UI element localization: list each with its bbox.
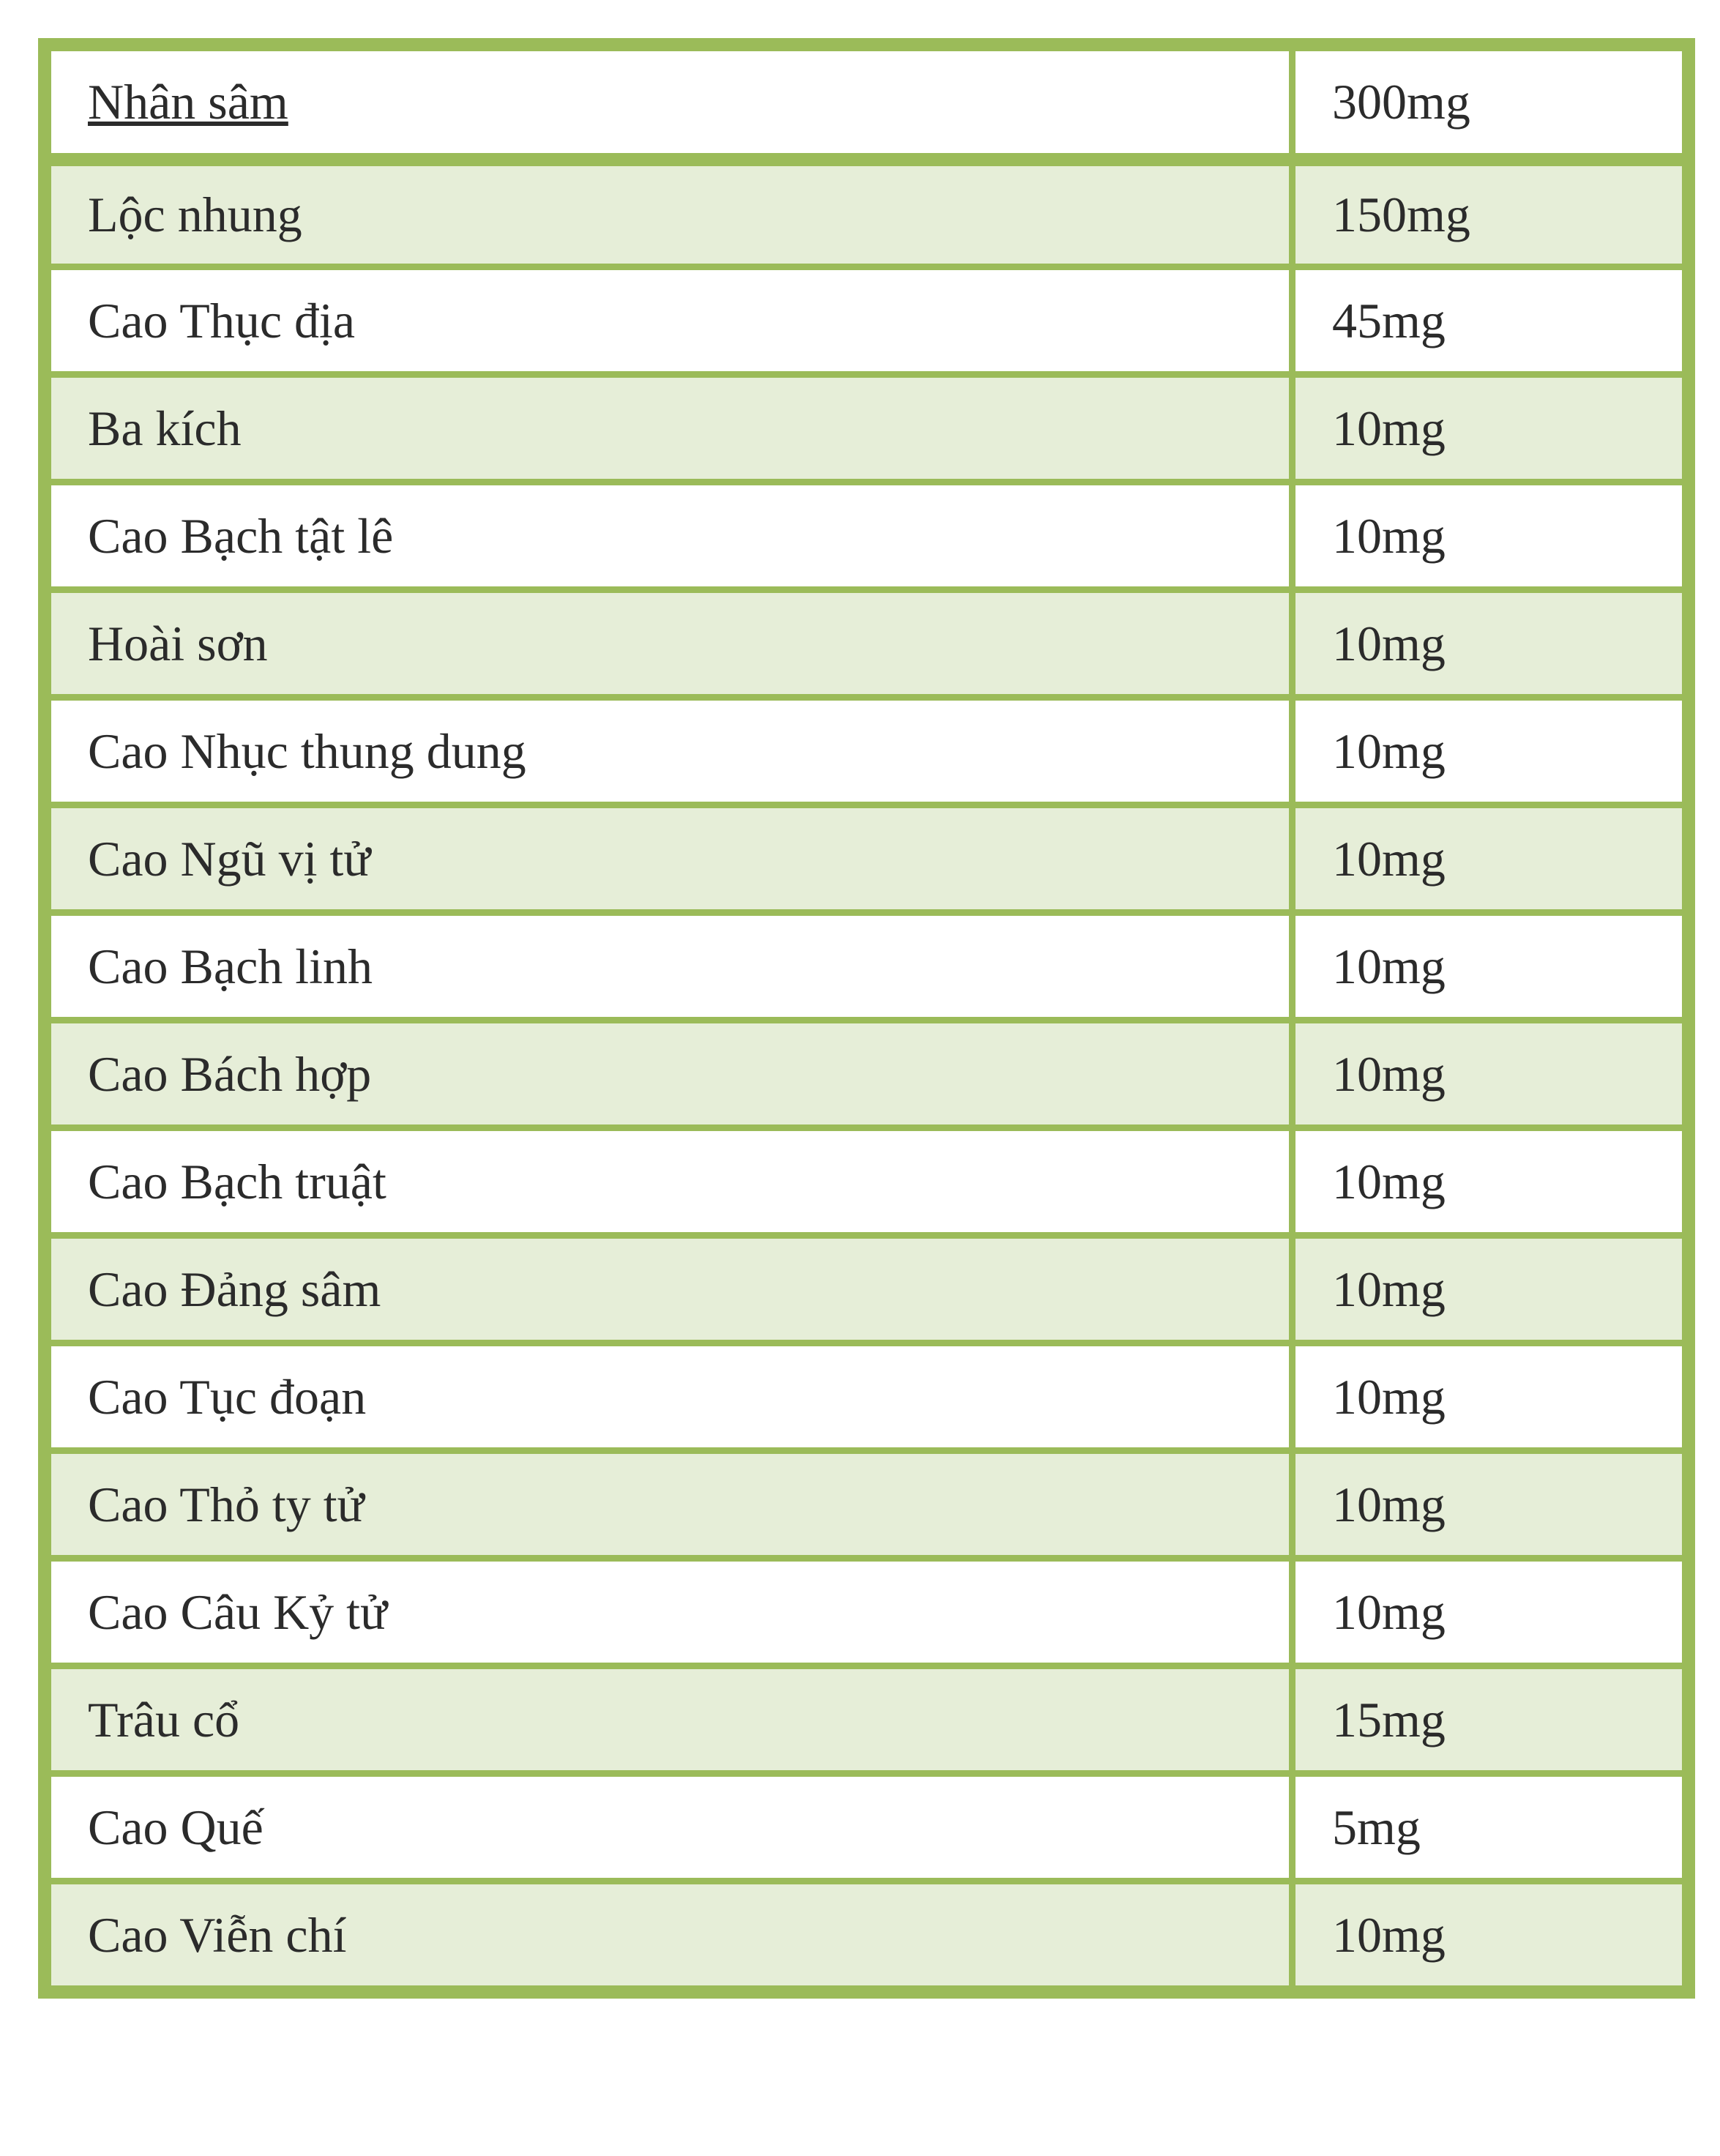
table-row — [48, 1666, 1686, 1774]
ingredient-amount: 15mg — [1332, 1691, 1446, 1747]
table-row — [48, 1881, 1686, 1989]
table-row — [48, 1774, 1686, 1881]
ingredient-name-cell — [48, 590, 1293, 698]
ingredient-name-cell — [48, 805, 1293, 913]
ingredient-amount: 10mg — [1332, 830, 1446, 887]
ingredient-amount: 10mg — [1332, 615, 1446, 671]
ingredient-name: Ba kích — [88, 400, 242, 456]
ingredient-name-cell — [48, 1451, 1293, 1559]
ingredient-name: Cao Bạch linh — [88, 938, 373, 994]
ingredient-name-cell — [48, 1343, 1293, 1451]
table-row — [48, 160, 1686, 267]
ingredient-amount: 10mg — [1332, 1261, 1446, 1317]
ingredient-name: Nhân sâm — [88, 73, 288, 130]
ingredient-amount-cell — [1293, 482, 1686, 590]
ingredient-name-cell — [48, 1666, 1293, 1774]
ingredient-name-cell — [48, 1021, 1293, 1128]
table-row — [48, 482, 1686, 590]
ingredient-amount-cell — [1293, 1559, 1686, 1666]
ingredient-name: Cao Bạch tật lê — [88, 507, 394, 564]
ingredient-amount-cell — [1293, 267, 1686, 375]
ingredient-amount: 10mg — [1332, 400, 1446, 456]
ingredient-name-cell — [48, 160, 1293, 267]
ingredient-amount: 10mg — [1332, 507, 1446, 564]
ingredient-table-grid — [45, 45, 1689, 1992]
ingredient-amount: 10mg — [1332, 1476, 1446, 1532]
ingredient-amount-cell — [1293, 698, 1686, 805]
ingredient-name: Cao Bạch truật — [88, 1153, 386, 1209]
table-row — [48, 698, 1686, 805]
ingredient-amount: 10mg — [1332, 723, 1446, 779]
table-row — [48, 1559, 1686, 1666]
ingredient-amount-cell — [1293, 160, 1686, 267]
ingredient-amount: 10mg — [1332, 1584, 1446, 1640]
table-row — [48, 1451, 1686, 1559]
ingredient-table-body — [48, 48, 1686, 1989]
ingredient-amount-cell — [1293, 1666, 1686, 1774]
ingredient-name: Hoài sơn — [88, 615, 268, 671]
table-row — [48, 1343, 1686, 1451]
ingredient-amount: 5mg — [1332, 1799, 1421, 1855]
ingredient-amount-cell — [1293, 1451, 1686, 1559]
ingredient-amount-cell — [1293, 1236, 1686, 1343]
ingredient-amount-cell — [1293, 375, 1686, 482]
ingredient-name: Cao Ngũ vị tử — [88, 830, 371, 887]
ingredient-amount: 10mg — [1332, 1045, 1446, 1102]
ingredient-name-cell — [48, 1774, 1293, 1881]
table-row — [48, 375, 1686, 482]
ingredient-amount-cell — [1293, 590, 1686, 698]
ingredient-name: Cao Thỏ ty tử — [88, 1476, 364, 1532]
ingredient-name: Cao Thục địa — [88, 292, 356, 348]
ingredient-name: Lộc nhung — [88, 186, 302, 242]
ingredient-amount: 10mg — [1332, 1153, 1446, 1209]
ingredient-name: Cao Tục đoạn — [88, 1368, 367, 1425]
ingredient-name: Cao Câu Kỷ tử — [88, 1584, 387, 1640]
table-row — [48, 913, 1686, 1021]
table-row — [48, 1236, 1686, 1343]
ingredient-amount: 10mg — [1332, 1368, 1446, 1425]
ingredient-name-cell — [48, 48, 1293, 160]
ingredient-amount-cell — [1293, 1021, 1686, 1128]
table-row — [48, 267, 1686, 375]
ingredient-amount: 300mg — [1332, 73, 1470, 130]
ingredient-name: Trâu cổ — [88, 1691, 240, 1747]
ingredient-name: Cao Nhục thung dung — [88, 723, 526, 779]
ingredient-amount-cell — [1293, 1343, 1686, 1451]
table-row — [48, 1021, 1686, 1128]
ingredient-name-cell — [48, 1559, 1293, 1666]
ingredient-name: Cao Viễn chí — [88, 1906, 347, 1963]
ingredient-name-cell — [48, 375, 1293, 482]
table-row — [48, 590, 1686, 698]
ingredient-name-cell — [48, 267, 1293, 375]
ingredient-name-cell — [48, 1881, 1293, 1989]
ingredient-amount-cell — [1293, 913, 1686, 1021]
ingredient-name: Cao Bách hợp — [88, 1045, 372, 1102]
ingredient-amount: 150mg — [1332, 186, 1470, 242]
ingredient-name: Cao Đảng sâm — [88, 1261, 381, 1317]
ingredient-name-cell — [48, 1236, 1293, 1343]
ingredient-amount: 10mg — [1332, 938, 1446, 994]
ingredient-table — [38, 38, 1695, 1999]
table-row — [48, 1128, 1686, 1236]
ingredient-name-cell — [48, 698, 1293, 805]
table-row — [48, 48, 1686, 160]
ingredient-amount-cell — [1293, 805, 1686, 913]
ingredient-amount-cell — [1293, 48, 1686, 160]
ingredient-name-cell — [48, 1128, 1293, 1236]
ingredient-name-cell — [48, 913, 1293, 1021]
ingredient-amount-cell — [1293, 1774, 1686, 1881]
ingredient-amount-cell — [1293, 1128, 1686, 1236]
table-row — [48, 805, 1686, 913]
ingredient-amount-cell — [1293, 1881, 1686, 1989]
ingredient-name: Cao Quế — [88, 1799, 263, 1855]
ingredient-name-cell — [48, 482, 1293, 590]
ingredient-amount: 45mg — [1332, 292, 1446, 348]
ingredient-amount: 10mg — [1332, 1906, 1446, 1963]
